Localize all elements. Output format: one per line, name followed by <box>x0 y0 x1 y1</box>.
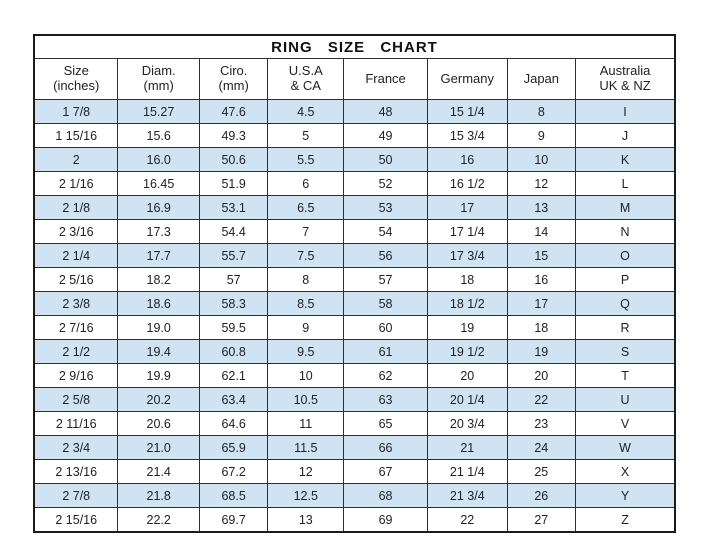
table-cell: 21.0 <box>118 436 199 460</box>
table-cell: S <box>576 340 675 364</box>
table-cell: 65.9 <box>199 436 268 460</box>
table-cell: 20 3/4 <box>428 412 507 436</box>
table-row <box>34 436 675 460</box>
table-cell: 17 <box>428 196 507 220</box>
table-cell: 50.6 <box>199 148 268 172</box>
table-cell: 10 <box>268 364 344 388</box>
table-cell: 2 13/16 <box>34 460 118 484</box>
table-cell: 2 7/8 <box>34 484 118 508</box>
table-cell: 22 <box>507 388 576 412</box>
table-cell: 49 <box>344 124 428 148</box>
table-row <box>34 148 675 172</box>
table-cell: 4.5 <box>268 100 344 124</box>
column-header-line1: Diam. <box>141 63 176 79</box>
table-cell: 26 <box>507 484 576 508</box>
table-cell: 2 3/16 <box>34 220 118 244</box>
table-cell: 67 <box>344 460 428 484</box>
column-header <box>118 59 199 100</box>
table-row <box>34 220 675 244</box>
table-cell: 15.27 <box>118 100 199 124</box>
table-row <box>34 244 675 268</box>
table-cell: 2 1/2 <box>34 340 118 364</box>
table-cell: 11 <box>268 412 344 436</box>
table-row <box>34 196 675 220</box>
table-cell: N <box>576 220 675 244</box>
table-cell: 63 <box>344 388 428 412</box>
table-row <box>34 460 675 484</box>
table-cell: 20 <box>428 364 507 388</box>
table-cell: 22.2 <box>118 508 199 533</box>
table-cell: J <box>576 124 675 148</box>
table-cell: 16 <box>507 268 576 292</box>
table-cell: 2 1/4 <box>34 244 118 268</box>
table-cell: 18 1/2 <box>428 292 507 316</box>
table-cell: 12 <box>268 460 344 484</box>
table-cell: M <box>576 196 675 220</box>
column-header-line2: UK & NZ <box>599 78 651 93</box>
table-cell: 18.2 <box>118 268 199 292</box>
table-cell: 17.3 <box>118 220 199 244</box>
column-header <box>199 59 268 100</box>
table-cell: 67.2 <box>199 460 268 484</box>
table-cell: 5.5 <box>268 148 344 172</box>
table-cell: 63.4 <box>199 388 268 412</box>
table-cell: 19.9 <box>118 364 199 388</box>
table-cell: 19 <box>428 316 507 340</box>
table-cell: 55.7 <box>199 244 268 268</box>
table-cell: 8.5 <box>268 292 344 316</box>
table-cell: 19.0 <box>118 316 199 340</box>
table-cell: 20.6 <box>118 412 199 436</box>
table-row <box>34 484 675 508</box>
table-cell: 16.0 <box>118 148 199 172</box>
table-cell: 14 <box>507 220 576 244</box>
table-cell: K <box>576 148 675 172</box>
column-header <box>344 59 428 100</box>
table-cell: 19 1/2 <box>428 340 507 364</box>
table-cell: 10 <box>507 148 576 172</box>
table-cell: 25 <box>507 460 576 484</box>
column-header-line1: Germany <box>440 70 495 86</box>
table-cell: 58.3 <box>199 292 268 316</box>
table-cell: 12.5 <box>268 484 344 508</box>
table-cell: 17 1/4 <box>428 220 507 244</box>
table-cell: 69 <box>344 508 428 533</box>
column-header <box>34 59 118 100</box>
table-cell: 18.6 <box>118 292 199 316</box>
table-row <box>34 292 675 316</box>
table-cell: 66 <box>344 436 428 460</box>
table-row <box>34 268 675 292</box>
table-cell: 68.5 <box>199 484 268 508</box>
table-cell: 12 <box>507 172 576 196</box>
column-header-line1: Ciro. <box>219 63 248 79</box>
table-cell: 50 <box>344 148 428 172</box>
table-row <box>34 364 675 388</box>
table-cell: O <box>576 244 675 268</box>
table-cell: 9 <box>507 124 576 148</box>
page-title: RING SIZE CHART <box>34 35 675 59</box>
table-cell: 8 <box>507 100 576 124</box>
table-cell: P <box>576 268 675 292</box>
table-cell: 8 <box>268 268 344 292</box>
table-cell: 21 3/4 <box>428 484 507 508</box>
column-header-line1: U.S.A <box>288 63 323 79</box>
table-cell: 57 <box>199 268 268 292</box>
table-header-row <box>34 59 675 100</box>
table-cell: I <box>576 100 675 124</box>
table-cell: 59.5 <box>199 316 268 340</box>
table-cell: 48 <box>344 100 428 124</box>
table-cell: Q <box>576 292 675 316</box>
table-cell: 62.1 <box>199 364 268 388</box>
table-cell: 53 <box>344 196 428 220</box>
table-cell: 17.7 <box>118 244 199 268</box>
table-cell: 62 <box>344 364 428 388</box>
column-header <box>576 59 675 100</box>
ring-size-table <box>33 34 676 533</box>
table-cell: T <box>576 364 675 388</box>
table-cell: 52 <box>344 172 428 196</box>
table-cell: 5 <box>268 124 344 148</box>
table-cell: 6.5 <box>268 196 344 220</box>
table-cell: 21 1/4 <box>428 460 507 484</box>
table-cell: 69.7 <box>199 508 268 533</box>
column-header <box>268 59 344 100</box>
table-cell: 21.8 <box>118 484 199 508</box>
table-cell: 53.1 <box>199 196 268 220</box>
table-cell: 21 <box>428 436 507 460</box>
table-cell: Z <box>576 508 675 533</box>
table-cell: 19 <box>507 340 576 364</box>
table-cell: 54.4 <box>199 220 268 244</box>
table-cell: 54 <box>344 220 428 244</box>
table-cell: 17 3/4 <box>428 244 507 268</box>
column-header-line2: (mm) <box>218 78 249 93</box>
table-cell: W <box>576 436 675 460</box>
title-row <box>34 35 675 59</box>
table-cell: 13 <box>268 508 344 533</box>
table-cell: 61 <box>344 340 428 364</box>
table-cell: 23 <box>507 412 576 436</box>
table-cell: 65 <box>344 412 428 436</box>
column-header-line1: Australia <box>599 63 651 79</box>
table-cell: 51.9 <box>199 172 268 196</box>
table-cell: 15 <box>507 244 576 268</box>
table-cell: 49.3 <box>199 124 268 148</box>
table-cell: 68 <box>344 484 428 508</box>
table-cell: 2 5/8 <box>34 388 118 412</box>
table-cell: 10.5 <box>268 388 344 412</box>
table-cell: X <box>576 460 675 484</box>
column-header-line2: (mm) <box>143 78 174 93</box>
table-cell: 2 5/16 <box>34 268 118 292</box>
table-cell: 11.5 <box>268 436 344 460</box>
table-cell: 56 <box>344 244 428 268</box>
table-cell: 2 15/16 <box>34 508 118 533</box>
table-row <box>34 172 675 196</box>
table-cell: U <box>576 388 675 412</box>
table-row <box>34 508 675 533</box>
table-cell: 9.5 <box>268 340 344 364</box>
table-cell: 47.6 <box>199 100 268 124</box>
table-cell: 9 <box>268 316 344 340</box>
table-row <box>34 100 675 124</box>
column-header-line1: Size <box>63 63 89 79</box>
column-header <box>507 59 576 100</box>
table-cell: 20.2 <box>118 388 199 412</box>
table-cell: R <box>576 316 675 340</box>
column-header-line2: (inches) <box>53 78 100 93</box>
table-cell: 58 <box>344 292 428 316</box>
table-row <box>34 340 675 364</box>
table-cell: 21.4 <box>118 460 199 484</box>
table-cell: 27 <box>507 508 576 533</box>
table-cell: 2 3/8 <box>34 292 118 316</box>
table-row <box>34 124 675 148</box>
table-cell: 16.45 <box>118 172 199 196</box>
table-cell: 18 <box>507 316 576 340</box>
table-cell: 6 <box>268 172 344 196</box>
table-cell: 17 <box>507 292 576 316</box>
table-cell: 19.4 <box>118 340 199 364</box>
table-cell: 15.6 <box>118 124 199 148</box>
table-row <box>34 388 675 412</box>
table-cell: 60.8 <box>199 340 268 364</box>
table-cell: 2 3/4 <box>34 436 118 460</box>
table-cell: 2 1/8 <box>34 196 118 220</box>
table-row <box>34 412 675 436</box>
table-cell: 24 <box>507 436 576 460</box>
table-cell: V <box>576 412 675 436</box>
table-cell: L <box>576 172 675 196</box>
table-cell: 1 15/16 <box>34 124 118 148</box>
column-header-line1: Japan <box>523 70 560 86</box>
table-cell: 22 <box>428 508 507 533</box>
table-cell: 2 <box>34 148 118 172</box>
table-cell: 2 11/16 <box>34 412 118 436</box>
table-cell: 60 <box>344 316 428 340</box>
table-cell: 15 1/4 <box>428 100 507 124</box>
table-cell: 18 <box>428 268 507 292</box>
table-cell: 20 1/4 <box>428 388 507 412</box>
table-cell: 13 <box>507 196 576 220</box>
column-header <box>428 59 507 100</box>
table-row <box>34 316 675 340</box>
table-cell: 16 <box>428 148 507 172</box>
table-cell: 2 7/16 <box>34 316 118 340</box>
table-cell: 64.6 <box>199 412 268 436</box>
table-body <box>34 100 675 533</box>
table-cell: 2 1/16 <box>34 172 118 196</box>
column-header-line1: France <box>365 70 406 86</box>
table-cell: 20 <box>507 364 576 388</box>
table-cell: 1 7/8 <box>34 100 118 124</box>
table-cell: 7.5 <box>268 244 344 268</box>
table-cell: Y <box>576 484 675 508</box>
table-cell: 16 1/2 <box>428 172 507 196</box>
table-cell: 7 <box>268 220 344 244</box>
table-cell: 16.9 <box>118 196 199 220</box>
column-header-line2: & CA <box>290 78 321 93</box>
table-cell: 57 <box>344 268 428 292</box>
table-cell: 15 3/4 <box>428 124 507 148</box>
table-cell: 2 9/16 <box>34 364 118 388</box>
